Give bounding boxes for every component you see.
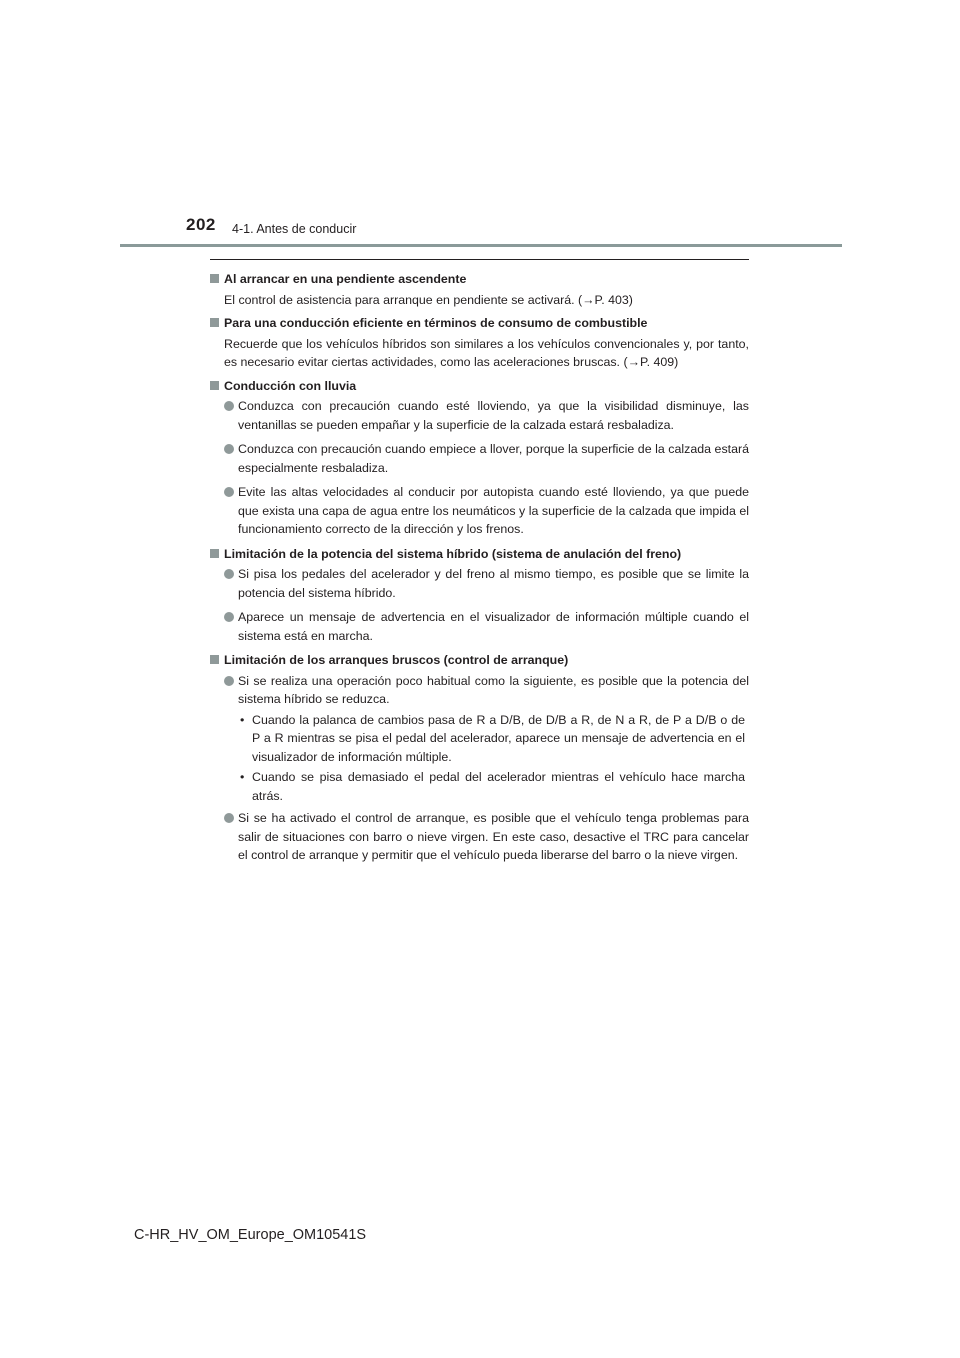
section-hybrid-power-limit xyxy=(210,545,749,646)
square-bullet-icon xyxy=(210,381,219,390)
section-title xyxy=(210,270,749,289)
list-item xyxy=(210,440,749,477)
content xyxy=(210,270,749,871)
round-bullet-icon xyxy=(224,569,234,579)
content-rule xyxy=(210,259,749,260)
section-title xyxy=(210,314,749,333)
sub-list-item xyxy=(238,711,749,767)
section-rain-driving xyxy=(210,377,749,539)
section-title xyxy=(210,545,749,564)
list-item xyxy=(210,672,749,709)
list-item xyxy=(210,809,749,865)
section-title-text: Para una conducción eficiente en términos de consumo de combustible xyxy=(224,316,648,330)
section-title xyxy=(210,377,749,396)
round-bullet-icon xyxy=(224,444,234,454)
page-number: 202 xyxy=(186,215,216,234)
round-bullet-icon xyxy=(224,676,234,686)
document-code: C-HR_HV_OM_Europe_OM10541S xyxy=(134,1227,367,1243)
section-start-control xyxy=(210,651,749,865)
section-title-text: Al arrancar en una pendiente ascendente xyxy=(224,272,467,286)
list-item xyxy=(210,483,749,539)
list-item-text: Si se ha activado el control de arranque, es posible que el vehículo tenga problemas para salir de situaciones con barro o nieve virgen. En este caso, desactive el TRC para cancelar el control de arranque y permitir que el vehículo pueda liberarse del barro o la nieve virgen. xyxy=(238,811,749,862)
section-text: El control de asistencia para arranque en pendiente se activará. (→P. 403) xyxy=(224,292,633,307)
list-item xyxy=(210,608,749,645)
list-item xyxy=(210,397,749,434)
sub-list-item-text: Cuando se pisa demasiado el pedal del acelerador mientras el vehículo hace marcha atrás. xyxy=(252,770,745,803)
section-uphill-start xyxy=(210,270,749,309)
section-title xyxy=(210,651,749,670)
list-item-text: Aparece un mensaje de advertencia en el visualizador de información múltiple cuando el sistema está en marcha. xyxy=(238,610,749,643)
list-item-text: Conduzca con precaución cuando esté lloviendo, ya que la visibilidad disminuye, las ventanillas se pueden empañar y la superficie de la calzada estará resbaladiza. xyxy=(238,399,749,432)
round-bullet-icon xyxy=(224,487,234,497)
section-title-text: Limitación de la potencia del sistema híbrido (sistema de anulación del freno) xyxy=(224,546,682,561)
middle-dot-icon: • xyxy=(240,712,245,727)
round-bullet-icon xyxy=(224,813,234,823)
sub-list-item xyxy=(238,768,749,805)
section-title-text: Limitación de los arranques bruscos (control de arranque) xyxy=(224,653,569,667)
square-bullet-icon xyxy=(210,549,219,558)
sub-list xyxy=(210,711,749,806)
list-item xyxy=(210,565,749,602)
square-bullet-icon xyxy=(210,318,219,327)
round-bullet-icon xyxy=(224,401,234,411)
square-bullet-icon xyxy=(210,274,219,283)
section-text: Recuerde que los vehículos híbridos son similares a los vehículos convencionales y, por tanto, es necesario evitar ciertas actividades, como las aceleraciones bruscas. (→P. 409) xyxy=(224,336,749,369)
list-item-text: Conduzca con precaución cuando empiece a llover, porque la superficie de la calzada estará especialmente resbaladiza. xyxy=(238,442,749,475)
list-item-text: Evite las altas velocidades al conducir por autopista cuando esté lloviendo, ya que puede que exista una capa de agua entre los neumáticos y la superficie de la calzada que impida el funcionamiento correcto de la dirección y los frenos. xyxy=(238,485,749,536)
round-bullet-icon xyxy=(224,612,234,622)
sub-list-item-text: Cuando la palanca de cambios pasa de R a D/B, de D/B a R, de N a R, de P a D/B o de P a R mientras se pisa el pedal del acelerador, aparece un mensaje de advertencia en el visualizador de información múltiple. xyxy=(252,712,745,764)
section-title-text: Conducción con lluvia xyxy=(224,378,357,393)
square-bullet-icon xyxy=(210,655,219,664)
section-eco-driving xyxy=(210,314,749,372)
list-item-text: Si se realiza una operación poco habitual como la siguiente, es posible que la potencia del sistema híbrido se reduzca. xyxy=(238,673,749,706)
list-item-text: Si pisa los pedales del acelerador y del freno al mismo tiempo, es posible que se limite la potencia del sistema híbrido. xyxy=(238,567,749,600)
header-rule xyxy=(120,244,842,247)
section-label: 4-1. Antes de conducir xyxy=(232,222,357,236)
middle-dot-icon: • xyxy=(240,770,245,784)
